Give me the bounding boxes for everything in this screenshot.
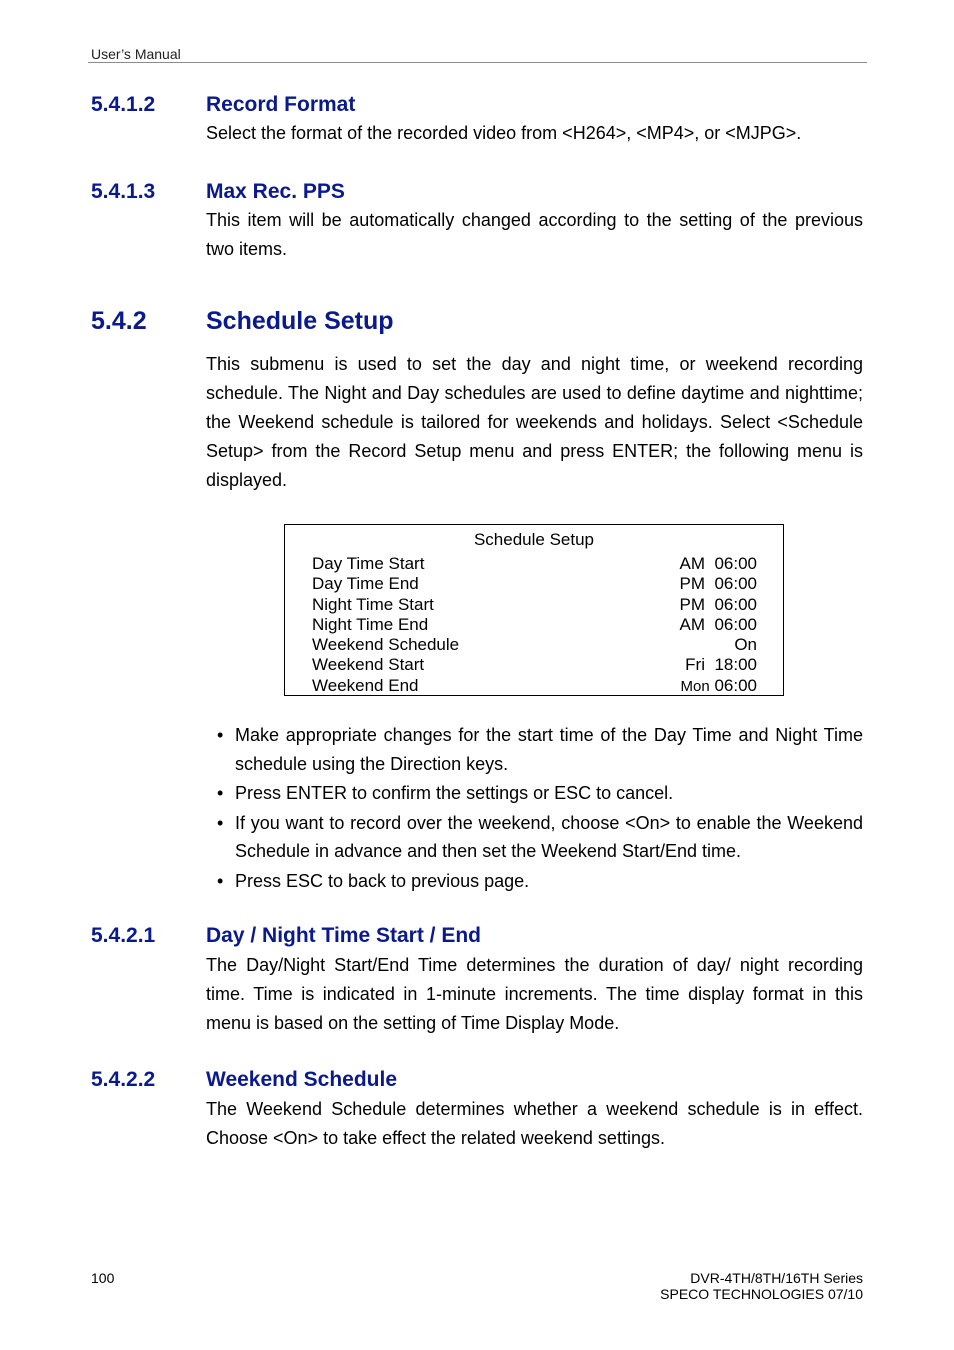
list-item: • Press ESC to back to previous page. (217, 867, 863, 896)
schedule-setup-text: This submenu is used to set the day and night time, or weekend recording schedule. The Night and Day schedules are used to define daytime and nighttime; the Weekend schedule is tailored for weekends and holidays. Select <Schedule Setup> from the Record Setup menu and press ENTER; the following menu is displayed. (206, 354, 863, 490)
section-number-schedule-setup: 5.4.2 (91, 307, 147, 335)
weekend-schedule-text: The Weekend Schedule determines whether a weekend schedule is in effect. Choose <On> to take effect the related weekend settings. (206, 1099, 863, 1148)
section-number-max-rec-pps: 5.4.1.3 (91, 180, 156, 203)
bullet-icon: • (217, 812, 224, 833)
section-title-weekend-schedule: Weekend Schedule (206, 1068, 398, 1091)
header-divider (88, 62, 867, 63)
footer-info (660, 1270, 863, 1302)
menu-row-value: Fri 18:00 (685, 655, 757, 674)
bullet-icon: • (217, 725, 224, 745)
section-number-weekend-schedule: 5.4.2.2 (91, 1068, 156, 1091)
section-number-day-night-time: 5.4.2.1 (91, 924, 156, 947)
page-number: 100 (91, 1270, 115, 1286)
menu-row-night-time-start (312, 595, 757, 615)
list-item: • Press ENTER to confirm the settings or ESC to cancel. (217, 779, 863, 808)
menu-row-label: Weekend Schedule (312, 635, 460, 654)
menu-row-value: PM 06:00 (679, 574, 757, 593)
menu-row-label: Day Time End (312, 574, 419, 593)
menu-row-label: Night Time End (312, 615, 429, 634)
footer-company: SPECO TECHNOLOGIES 07/10 (660, 1286, 863, 1302)
menu-row-value: PM 06:00 (679, 595, 757, 614)
record-format-text: Select the format of the recorded video from <H264>, <MP4>, or <MJPG>. (206, 123, 802, 143)
schedule-setup-menu (284, 524, 784, 696)
section-title-schedule-setup: Schedule Setup (206, 307, 394, 335)
menu-row-day-time-end (312, 574, 757, 594)
bullet-icon: • (217, 870, 224, 891)
menu-row-value: AM 06:00 (679, 615, 757, 634)
section-title-max-rec-pps: Max Rec. PPS (206, 180, 345, 203)
menu-row-value: On (734, 635, 757, 654)
menu-row-label: Night Time Start (312, 595, 434, 614)
menu-row-weekend-schedule (312, 635, 757, 655)
max-rec-pps-text: This item will be automatically changed according to the setting of the previous two items. (206, 210, 863, 259)
bullet-icon: • (217, 783, 224, 803)
menu-row-night-time-end (312, 615, 757, 635)
menu-row-day-time-start (312, 554, 757, 574)
menu-row-label: Weekend End (312, 676, 419, 695)
menu-row-value: Mon 06:00 (680, 676, 757, 695)
menu-row-weekend-start (312, 655, 757, 675)
menu-row-value: AM 06:00 (679, 554, 757, 573)
section-title-day-night-time: Day / Night Time Start / End (206, 924, 481, 947)
menu-title: Schedule Setup (473, 530, 595, 549)
section-title-record-format: Record Format (206, 93, 356, 116)
footer-series: DVR-4TH/8TH/16TH Series (690, 1270, 863, 1286)
section-number-record-format: 5.4.1.2 (91, 93, 156, 116)
day-night-time-text: The Day/Night Start/End Time determines the duration of day/ night recording time. Time is indicated in 1-minute increments. The time display format in this menu is based on the setting of Time Display Mode. (206, 955, 863, 1033)
instruction-list (217, 721, 863, 896)
menu-row-label: Day Time Start (312, 554, 425, 573)
manual-header: User’s Manual (91, 46, 181, 62)
list-item: • If you want to record over the weekend, choose <On> to enable the Weekend Schedule in advance and then set the Weekend Start/End time. (217, 809, 863, 866)
menu-row-weekend-end (312, 676, 757, 696)
list-item: • Make appropriate changes for the start time of the Day Time and Night Time schedule using the Direction keys. (217, 721, 863, 778)
menu-row-label: Weekend Start (312, 655, 425, 674)
